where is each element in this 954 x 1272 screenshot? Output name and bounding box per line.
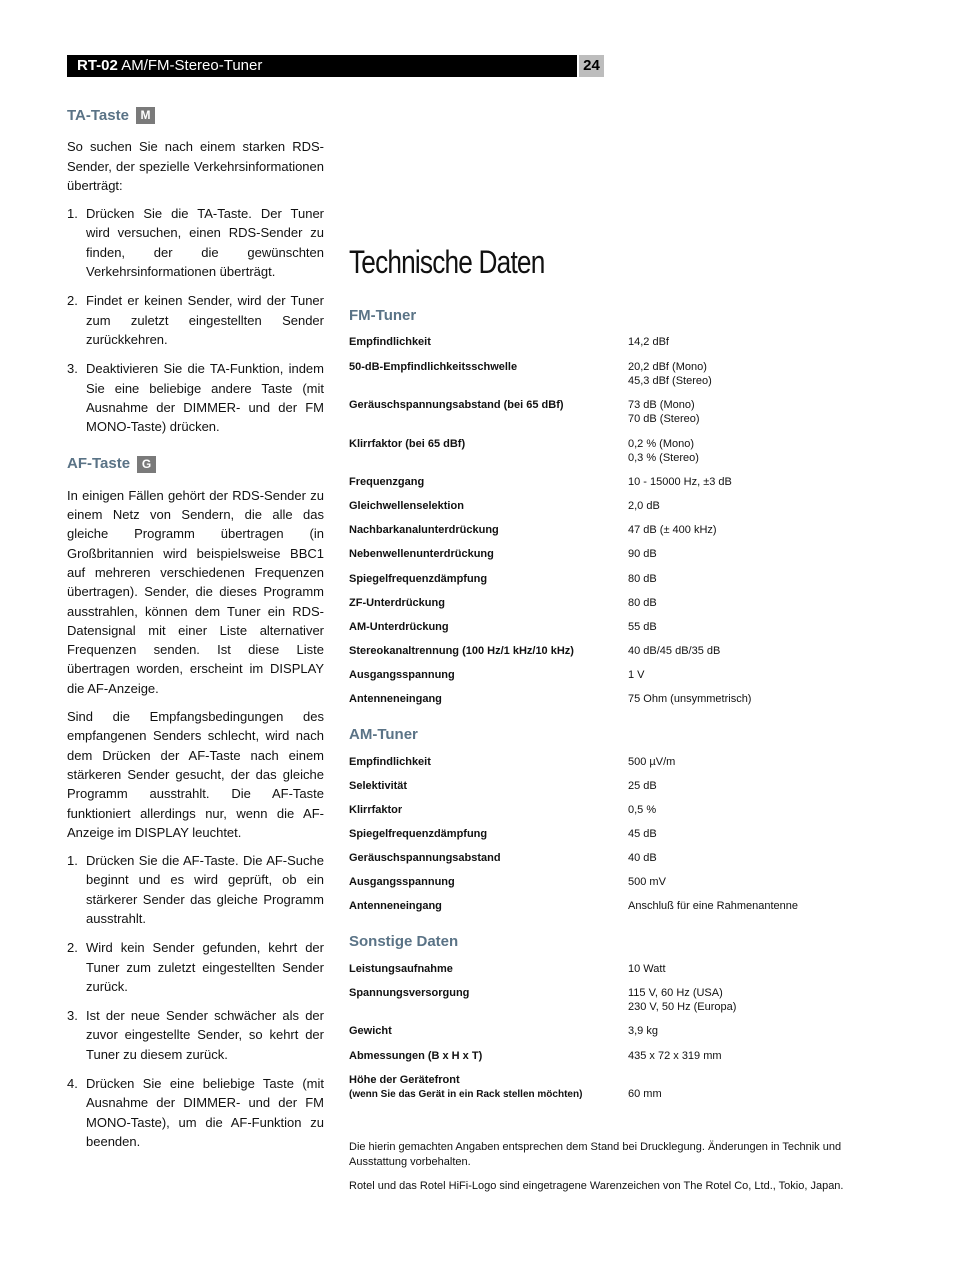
spec-label: Antenneneingang (349, 693, 442, 705)
ta-intro: So suchen Sie nach einem starken RDS-Sender, der spezielle Verkehrsinformationen überträgt: (67, 139, 324, 193)
step-text: Ist der neue Sender schwächer als der zuvor eingestellte Sender, so kehrt der Tuner zu diesem zurück. (86, 1008, 324, 1062)
spec-value: 55 dB (628, 621, 657, 633)
list-item (67, 204, 324, 281)
spec-value-line: 20,2 dBf (Mono) (628, 361, 707, 373)
spec-value-line: 0,2 % (Mono) (628, 438, 695, 450)
spec-value (628, 986, 736, 1014)
spec-label: AM-Unterdrückung (349, 621, 449, 633)
spec-label: Gleichwellenselektion (349, 500, 464, 512)
spec-value: 40 dB/45 dB/35 dB (628, 645, 721, 657)
spec-label: Stereokanaltrennung (100 Hz/1 kHz/10 kHz) (349, 645, 574, 657)
spec-value: 80 dB (628, 573, 657, 585)
fm-section-title: FM-Tuner (349, 307, 417, 324)
step-text: Drücken Sie eine beliebige Taste (mit Ausnahme der DIMMER- und der FM MONO-Taste), um die AF-Funktion zu beenden. (86, 1076, 324, 1149)
af-steps (67, 851, 324, 1151)
spec-value-line: 0,3 % (Stereo) (628, 452, 699, 464)
ta-section-title (67, 106, 324, 125)
step-text: Findet er keinen Sender, wird der Tuner zum zuletzt eingestellten Sender zurückkehren. (86, 293, 324, 347)
spec-label: Spiegelfrequenzdämpfung (349, 573, 488, 585)
spec-value: 435 x 72 x 319 mm (628, 1050, 722, 1062)
spec-label: Selektivität (349, 780, 408, 792)
left-column (67, 106, 324, 1161)
step-text: Wird kein Sender gefunden, kehrt der Tuner zum zuletzt eingestellten Sender zurück. (86, 940, 324, 994)
list-item (67, 359, 324, 436)
list-item (67, 291, 324, 349)
spec-label: Abmessungen (B x H x T) (349, 1050, 483, 1062)
list-item (67, 1006, 324, 1064)
spec-value: 3,9 kg (628, 1025, 658, 1037)
spec-value: 40 dB (628, 852, 657, 864)
spec-label: Klirrfaktor (349, 804, 403, 816)
spec-label: Ausgangsspannung (349, 669, 455, 681)
header-title: AM/FM-Stereo-Tuner (121, 57, 263, 74)
step-text: Drücken Sie die TA-Taste. Der Tuner wird versuchen, einen RDS-Sender zu finden, der die gewünschten Verkehrsinformationen überträgt. (86, 206, 324, 280)
spec-value: 0,5 % (628, 804, 657, 816)
spec-label: Geräuschspannungsabstand (349, 852, 501, 864)
spec-label: Frequenzgang (349, 476, 425, 488)
spec-label: Ausgangsspannung (349, 876, 455, 888)
spec-value: 10 Watt (628, 963, 666, 975)
step-number: 2. (67, 940, 78, 956)
spec-value: 45 dB (628, 828, 657, 840)
spec-value: 90 dB (628, 548, 657, 560)
list-item (67, 1074, 324, 1151)
spec-value: 60 mm (628, 1088, 662, 1100)
spec-label: Antenneneingang (349, 900, 442, 912)
af-section-title (67, 454, 324, 473)
spec-label: Gewicht (349, 1025, 392, 1037)
key-m-icon: M (136, 107, 155, 124)
model-name: RT-02 (77, 57, 118, 74)
step-number: 1. (67, 206, 78, 222)
spec-label-line: Höhe der Gerätefront (349, 1074, 460, 1086)
step-number: 3. (67, 361, 78, 377)
spec-value-line: 73 dB (Mono) (628, 399, 695, 411)
spec-label: Klirrfaktor (bei 65 dBf) (349, 438, 466, 450)
spec-label: Leistungsaufnahme (349, 963, 453, 975)
step-text: Deaktivieren Sie die TA-Funktion, indem Sie eine beliebige andere Taste (mit Ausnahme der DIMMER- und der FM MONO-Taste) drücken. (86, 361, 324, 435)
spec-label: Spannungsversorgung (349, 987, 470, 999)
ta-title-text: TA-Taste (67, 107, 129, 124)
header-bar (67, 55, 577, 77)
trademark-note: Rotel und das Rotel HiFi-Logo sind eingetragene Warenzeichen von The Rotel Co, Ltd., Tokio, Japan. (349, 1180, 844, 1192)
spec-label: 50-dB-Empfindlichkeitsschwelle (349, 361, 518, 373)
spec-value: 1 V (628, 669, 645, 681)
spec-value: 500 µV/m (628, 756, 676, 768)
spec-value (628, 437, 699, 465)
spec-label: Nebenwellenunterdrückung (349, 548, 494, 560)
spec-label (349, 1073, 582, 1102)
key-g-icon: G (137, 456, 156, 473)
page-header (67, 55, 604, 77)
spec-value: 75 Ohm (unsymmetrisch) (628, 693, 752, 705)
spec-value: 2,0 dB (628, 500, 660, 512)
step-number: 4. (67, 1076, 78, 1092)
step-number: 2. (67, 293, 78, 309)
spec-label: Geräuschspannungsabstand (bei 65 dBf) (349, 399, 564, 411)
spec-value (628, 398, 700, 426)
spec-label: Empfindlichkeit (349, 756, 431, 768)
spec-label: Empfindlichkeit (349, 336, 431, 348)
other-section-title: Sonstige Daten (349, 933, 459, 950)
spec-value: 25 dB (628, 780, 657, 792)
step-text: Drücken Sie die AF-Taste. Die AF-Suche beginnt und es wird geprüft, ob ein stärkerer Sender das gleiche Programm ausstrahlt. (86, 853, 324, 926)
spec-value: 80 dB (628, 597, 657, 609)
spec-label-note: (wenn Sie das Gerät in ein Rack stellen möchten) (349, 1089, 583, 1100)
am-section-title: AM-Tuner (349, 726, 418, 743)
spec-value (628, 360, 712, 388)
list-item (67, 938, 324, 996)
af-title-text: AF-Taste (67, 455, 131, 473)
spec-value: Anschluß für eine Rahmenantenne (628, 900, 798, 912)
ta-steps (67, 204, 324, 436)
page-number: 24 (579, 55, 604, 77)
af-paragraph-1: In einigen Fällen gehört der RDS-Sender zu einem Netz von Sendern, die alle das gleiche Programm übertragen (in Großbritannien wird beispielsweise BBC1 auf mehreren verschiedenen Frequenzen übertragen). Sender, die dieses Programm ausstrahlen, können dem Tuner ein RDS-Datensignal mit einer Liste alternativer Frequenzen senden. Ist diese Liste übertragen worden, erscheint im DISPLAY die AF-Anzeige. (67, 487, 324, 696)
spec-value: 47 dB (± 400 kHz) (628, 524, 717, 536)
spec-value: 500 mV (628, 876, 666, 888)
spec-label: ZF-Unterdrückung (349, 597, 445, 609)
spec-value-line: 115 V, 60 Hz (USA) (628, 987, 723, 999)
step-number: 1. (67, 853, 78, 869)
spec-value-line: 70 dB (Stereo) (628, 413, 700, 425)
af-paragraph-2: Sind die Empfangsbedingungen des empfangenen Senders schlecht, wird nach dem Drücken der AF-Taste nach einem stärkeren Sender gesucht, der das gleiche Programm ausstrahlt. Die AF-Taste funktioniert allerdings nur, wenn die AF-Anzeige im DISPLAY leuchtet. (67, 709, 324, 840)
spec-value: 14,2 dBf (628, 336, 669, 348)
list-item (67, 851, 324, 928)
page-title: Technische Daten (349, 244, 545, 280)
disclaimer-note: Die hierin gemachten Angaben entsprechen dem Stand bei Drucklegung. Änderungen in Technik und Ausstattung vorbehalten. (349, 1141, 842, 1168)
step-number: 3. (67, 1008, 78, 1024)
spec-value-line: 45,3 dBf (Stereo) (628, 375, 712, 387)
spec-value: 10 - 15000 Hz, ±3 dB (628, 476, 732, 488)
spec-label: Nachbarkanalunterdrückung (349, 524, 499, 536)
spec-label: Spiegelfrequenzdämpfung (349, 828, 488, 840)
spec-value-line: 230 V, 50 Hz (Europa) (628, 1001, 737, 1013)
